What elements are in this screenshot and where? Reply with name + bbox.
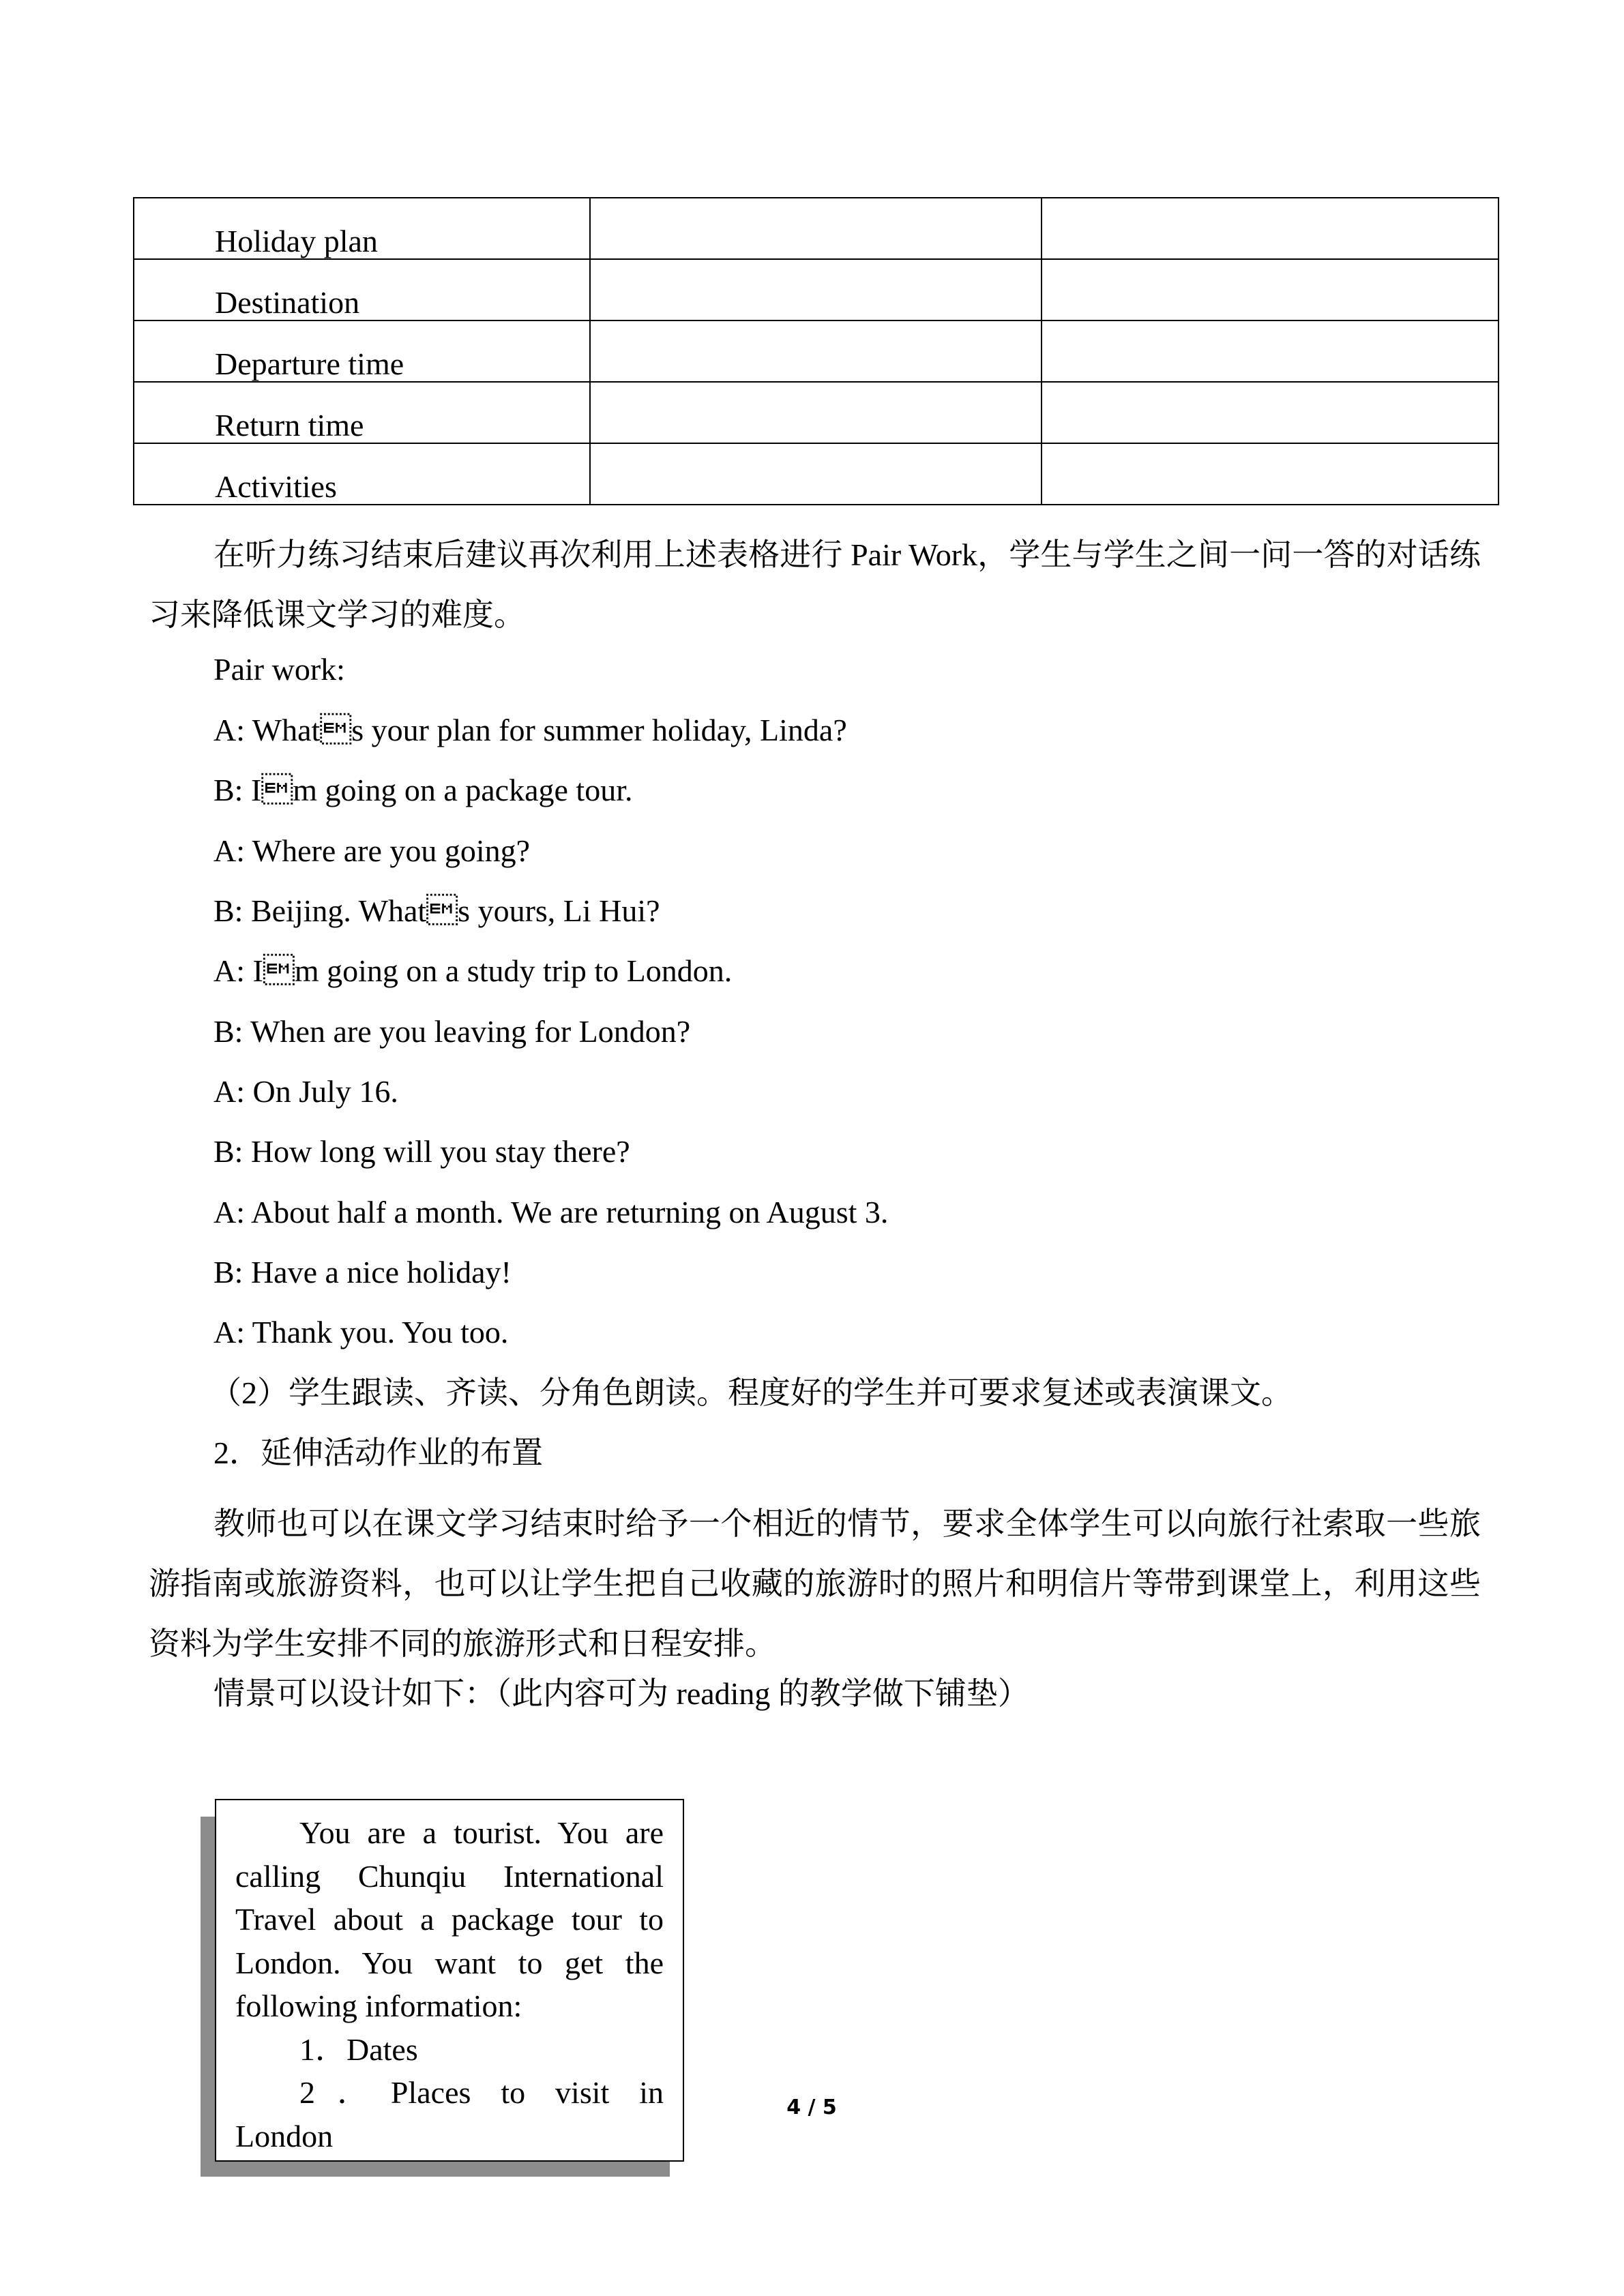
table-cell: [590, 259, 1042, 320]
dialogue-line: B: How long will you stay there?: [213, 1134, 630, 1169]
scenario-line: London. You want to get the: [235, 1945, 664, 1980]
table-row: [134, 198, 1498, 259]
dialogue-line: A: Where are you going?: [213, 833, 531, 868]
scenario-list-item: 1．Dates: [299, 2031, 418, 2067]
dialogue-line: B: Im going on a package tour.: [213, 773, 633, 807]
dialogue-line: B: When are you leaving for London?: [213, 1014, 691, 1049]
row-label-activities: Activities: [134, 443, 590, 505]
scenario-intro: 情景可以设计如下：（此内容可为 reading 的教学做下铺垫）: [213, 1676, 1029, 1711]
table-cell: [1042, 443, 1498, 505]
table-cell: [1042, 259, 1498, 320]
table-cell: [1042, 198, 1498, 259]
table-row: [134, 382, 1498, 443]
dialogue-line: A: About half a month. We are returning on August 3.: [213, 1195, 889, 1229]
scenario-box: [215, 1799, 684, 2162]
dialogue-line: B: Beijing. Whats yours, Li Hui?: [213, 893, 660, 928]
table-cell: [590, 382, 1042, 443]
dialogue-line: A: Whats your plan for summer holiday, Linda?: [213, 713, 847, 747]
table-row: [134, 443, 1498, 505]
scenario-line: Travel about a package tour to: [235, 1902, 664, 1937]
row-label-departure-time: Departure time: [134, 320, 590, 382]
table-cell: [1042, 382, 1498, 443]
step-2-text: （2）学生跟读、齐读、分角色朗读。程度好的学生并可要求复述或表演课文。: [210, 1375, 1293, 1410]
intro-paragraph: 在听力练习结束后建议再次利用上述表格进行 Pair Work，学生与学生之间一问一答的对话练习来降低课文学习的难度。: [149, 537, 1481, 632]
table-cell: [1042, 320, 1498, 382]
table-cell: [590, 443, 1042, 505]
table-cell: [590, 320, 1042, 382]
table-cell: [590, 198, 1042, 259]
scenario-line: following information:: [235, 1988, 522, 2023]
page-number: 4 / 5: [786, 2096, 837, 2119]
scenario-line: calling Chunqiu International: [235, 1858, 664, 1894]
holiday-plan-table: [133, 197, 1499, 505]
dialogue-line: A: Im going on a study trip to London.: [213, 953, 733, 988]
row-label-destination: Destination: [134, 259, 590, 320]
extension-paragraph: 教师也可以在课文学习结束时给予一个相近的情节，要求全体学生可以向旅行社索取一些旅游指南或旅游资料，也可以让学生把自己收藏的旅游时的照片和明信片等带到课堂上，利用这些资料为学生安排不同的旅游形式和日程安排。: [149, 1506, 1481, 1661]
scenario-line: You are a tourist. You are: [299, 1815, 664, 1850]
scenario-list-item: 2．Places to visit in: [299, 2075, 664, 2110]
table-row: [134, 259, 1498, 320]
table-row: [134, 320, 1498, 382]
row-label-holiday-plan: Holiday plan: [134, 198, 590, 259]
row-label-return-time: Return time: [134, 382, 590, 443]
section-2-heading: 2．延伸活动作业的布置: [213, 1435, 543, 1470]
dialogue-line: A: Thank you. You too.: [213, 1315, 509, 1350]
scenario-line: London: [235, 2118, 334, 2153]
pair-work-heading: Pair work:: [213, 652, 345, 687]
dialogue-line: A: On July 16.: [213, 1074, 398, 1109]
dialogue-line: B: Have a nice holiday!: [213, 1255, 512, 1289]
